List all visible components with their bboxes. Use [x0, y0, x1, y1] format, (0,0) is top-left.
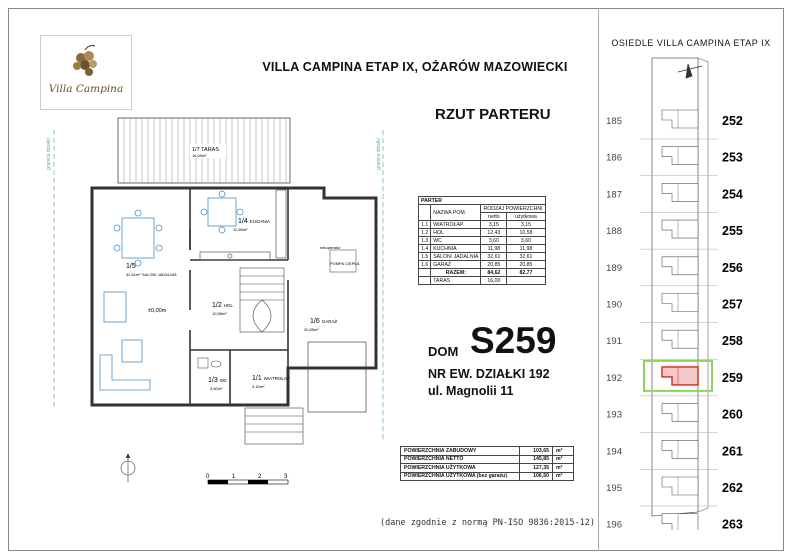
- site-lot: [606, 440, 743, 469]
- room-label-terrace: 1/7 TARAS: [192, 147, 220, 153]
- scale-tick-0: 0: [206, 474, 210, 480]
- house-number-right: 259: [722, 370, 743, 385]
- lot-number-left: 187: [606, 189, 622, 201]
- address: ul. Magnolii 11: [428, 384, 514, 398]
- equipment-label-recuperator: rekuperator: [320, 245, 341, 250]
- lot-number-left: 196: [606, 519, 622, 530]
- room-area-hall: 10,58m²: [212, 311, 227, 316]
- table-row: 1.6 GARAŻ 20,85 20,85: [419, 261, 546, 269]
- site-plan-title: OSIEDLE VILLA CAMPINA ETAP IX: [611, 38, 771, 48]
- lot-number-left: 192: [606, 372, 622, 384]
- table-row: 1.5 SALON/ JADALNIA 32,61 32,61: [419, 253, 546, 261]
- site-plan: [600, 50, 784, 530]
- house-number-right: 258: [722, 334, 743, 349]
- house-number-right: 252: [722, 114, 743, 128]
- villa-campina-logo: [40, 35, 132, 110]
- lot-number-left: 185: [606, 116, 622, 127]
- norm-note: (dane zgodnie z normą PN-ISO 9836:2015-12): [380, 518, 595, 528]
- table-row: 1.1 WIATROŁAP 3,15 3,15: [419, 221, 546, 229]
- house-number-right: 253: [722, 150, 743, 165]
- dom-label: DOM: [428, 344, 459, 359]
- site-lot: [606, 294, 743, 323]
- room-label-hall: 1/2 HOL: [212, 302, 233, 309]
- house-number-right: 260: [722, 407, 743, 422]
- lot-number-left: 193: [606, 409, 622, 421]
- house-number-right: 257: [722, 297, 743, 312]
- site-lot: [606, 477, 743, 506]
- house-number-right: 255: [722, 224, 743, 239]
- room-area-garage: 20,85m²: [304, 327, 319, 332]
- summary-row: POWIERZCHNIA UŻYTKOWA (bez garażu) 106,50 m²: [401, 472, 574, 481]
- site-lot: [606, 330, 743, 359]
- lot-number-left: 186: [606, 152, 622, 164]
- room-label-kitchen: 1/4 KUCHNIA: [238, 218, 270, 225]
- room-area-kitchen: 11,98m²: [233, 227, 248, 232]
- equipment-label-heat-pump: POMPA CIEPŁA: [330, 261, 360, 266]
- compass-icon: [678, 64, 702, 78]
- svg-text:Villa Campina: Villa Campina: [48, 83, 124, 95]
- area-summary-table: [400, 446, 574, 481]
- boundary-label-left: granica działki: [46, 138, 52, 170]
- room-label-vestibule: 1/1 WIATROŁAP: [252, 375, 290, 382]
- view-title: RZUT PARTERU: [435, 106, 551, 123]
- scale-tick-1: 1: [232, 474, 236, 480]
- floor-plan: [40, 110, 390, 500]
- site-lot: [606, 183, 743, 212]
- site-lot: [606, 257, 743, 286]
- house-number-right: 256: [722, 260, 743, 275]
- table-row: 1.3 WC 3,60 3,60: [419, 237, 546, 245]
- terrace-row: TARAS 16,00: [419, 277, 546, 285]
- summary-row: POWIERZCHNIA NETTO 145,85 m²: [401, 455, 574, 464]
- project-title: VILLA CAMPINA ETAP IX, OŻARÓW MAZOWIECKI: [262, 60, 568, 74]
- lot-number-left: 188: [606, 226, 622, 238]
- lot-number-left: 191: [606, 336, 622, 348]
- summary-row: POWIERZCHNIA ZABUDOWY 103,65 m²: [401, 447, 574, 456]
- scale-tick-2: 2: [258, 474, 262, 480]
- lot-number-left: 195: [606, 483, 622, 494]
- column-divider: [598, 8, 599, 551]
- site-lot: [606, 147, 743, 176]
- house-number-right: 263: [722, 517, 743, 530]
- house-number-right: 254: [722, 187, 743, 202]
- room-label-living: 1/5: [126, 263, 136, 270]
- house-id: S259: [470, 320, 557, 361]
- room-area-table: PARTER NAZWA POM. RODZAJ POWIERZCHNI netto użytkowa 1.1 WIATROŁAP 3,15 3,15 1.2 HOL 12,43 10,58 1.3 WC 3,60 3,60 1.4 KUCHNIA 11,98 11,98 1.5 SALON/ JADALNIA 32,61 32,61 1.6 GARAŻ 20,85 20,85 RAZEM: 84,62 82,77 TARAS 16,00: [418, 196, 546, 285]
- lot-number-left: 194: [606, 446, 622, 458]
- header-group: RODZAJ POWIERZCHNI: [481, 205, 545, 213]
- room-label-wc: 1/3 WC: [208, 377, 228, 384]
- room-area-terrace: 16,00m²: [192, 153, 207, 158]
- table-row: 1.2 HOL 12,43 10,58: [419, 229, 546, 237]
- site-lot: [606, 110, 743, 139]
- site-lot: [606, 514, 743, 530]
- plot-number: NR EW. DZIAŁKI 192: [428, 367, 550, 381]
- total-row: RAZEM: 84,62 82,77: [419, 269, 546, 277]
- site-lot: [606, 361, 743, 396]
- house-number-right: 261: [722, 444, 743, 459]
- room-area-living: 32,61m² SALON/ JADALNIA: [126, 272, 177, 277]
- summary-row: POWIERZCHNIA UŻYTKOWA 127,35 m²: [401, 464, 574, 473]
- scale-tick-3: 3: [284, 474, 288, 480]
- room-area-wc: 3,60m²: [210, 386, 223, 391]
- lot-number-left: 189: [606, 262, 622, 274]
- header-name: NAZWA POM.: [431, 205, 481, 221]
- level-mark: ±0,00m: [148, 308, 167, 314]
- room-area-vestibule: 3,15m²: [252, 384, 265, 389]
- table-section: PARTER: [419, 197, 546, 205]
- lot-number-left: 190: [606, 299, 622, 311]
- site-lot: [606, 404, 743, 433]
- boundary-label-right: granica działki: [376, 138, 382, 170]
- table-row: 1.4 KUCHNIA 11,98 11,98: [419, 245, 546, 253]
- scale-bar: [206, 472, 306, 491]
- room-label-garage: 1/6 GARAŻ: [310, 318, 338, 325]
- site-lot: [606, 220, 743, 249]
- house-number-right: 262: [722, 481, 743, 495]
- north-arrow-icon: [121, 454, 135, 482]
